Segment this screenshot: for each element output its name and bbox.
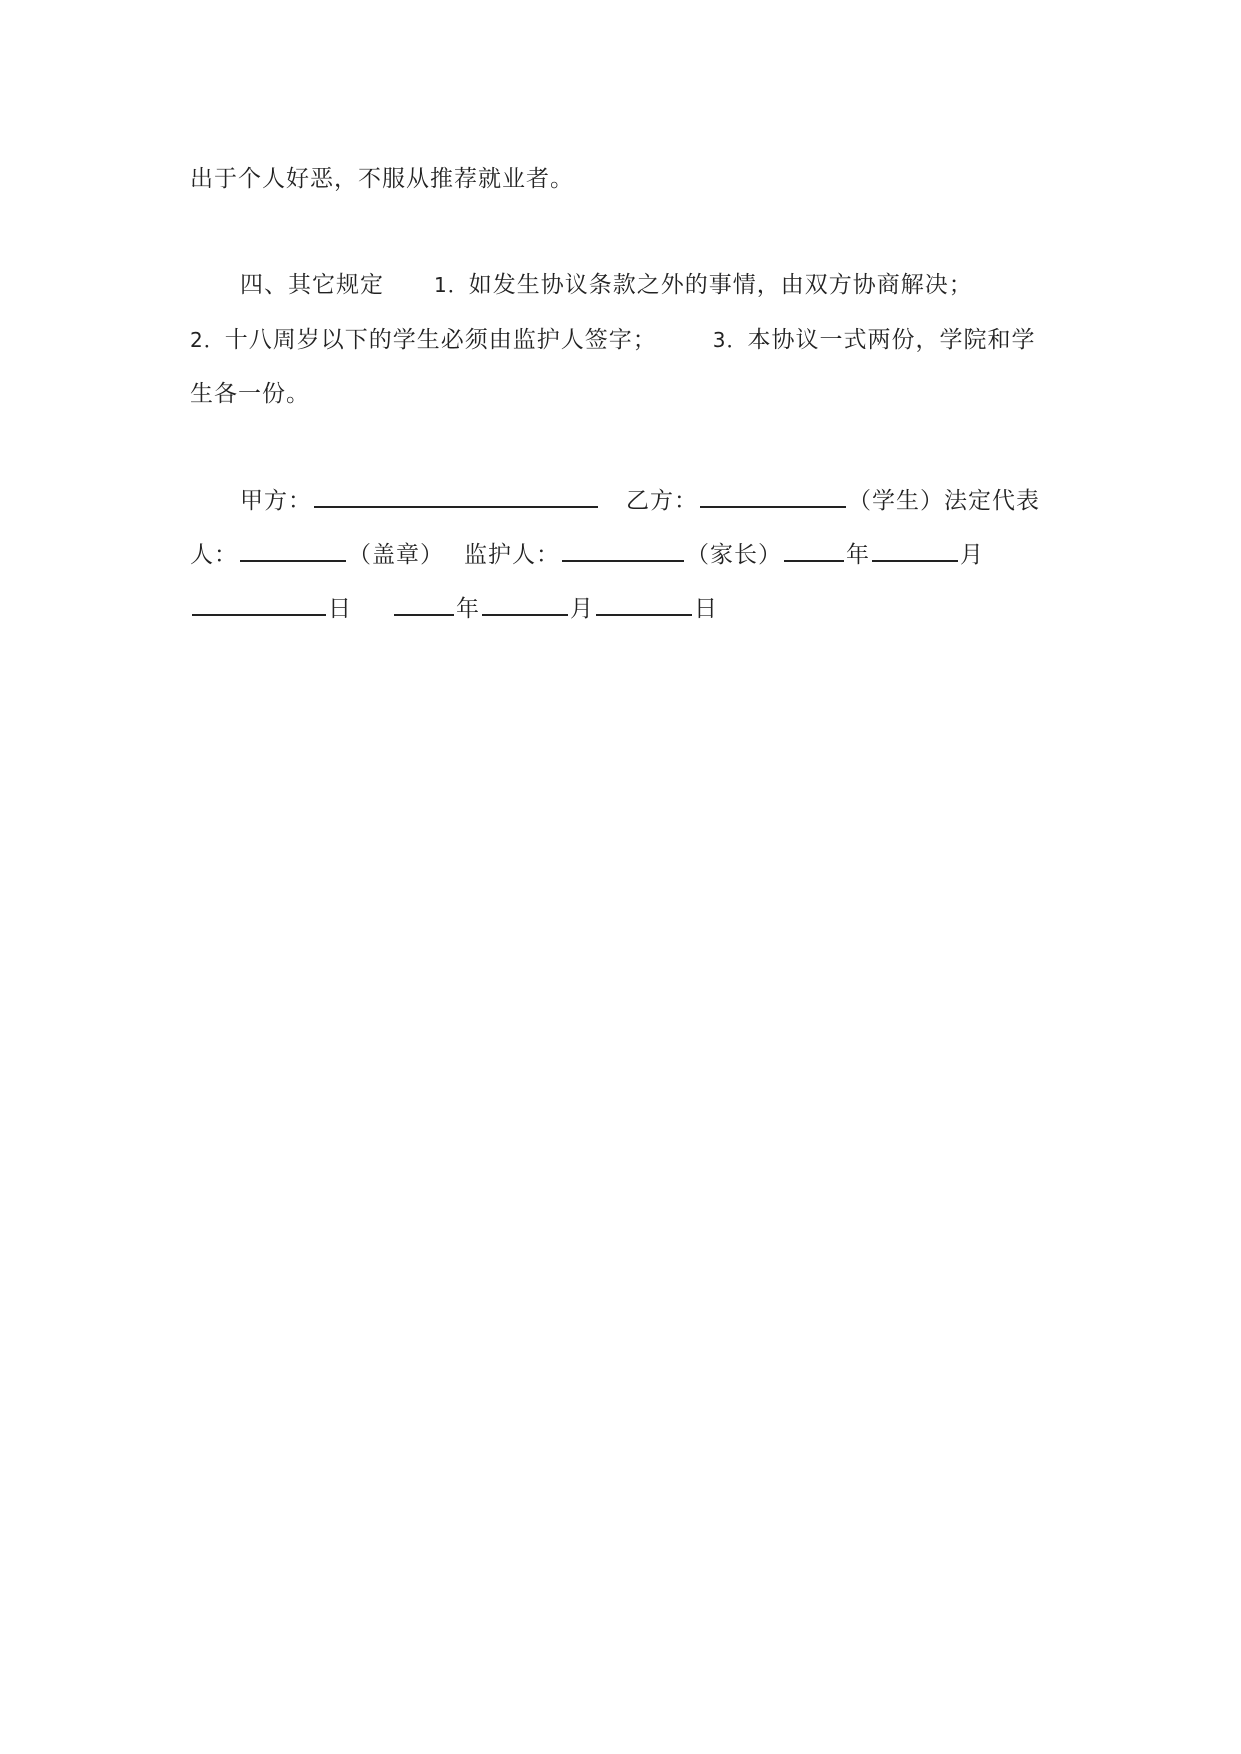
paragraph-end: 出于个人好恶，不服从推荐就业者。 — [190, 166, 574, 192]
section-4-line-2 — [190, 323, 1035, 357]
item-3-text-a: 本协议一式两份，学院和学 — [747, 327, 1036, 353]
party-b-label: 乙方： — [626, 488, 698, 514]
item-1-number: 1． — [434, 273, 469, 297]
year-blank-1[interactable] — [784, 536, 844, 562]
section-4-line-1 — [240, 268, 973, 302]
year-blank-2[interactable] — [394, 590, 454, 616]
month-label-2: 月 — [570, 596, 594, 622]
party-a-blank[interactable] — [314, 482, 598, 508]
day-blank-2[interactable] — [596, 590, 692, 616]
section-4-heading: 四、其它规定 — [240, 272, 384, 298]
day-blank-1[interactable] — [192, 590, 326, 616]
item-2-text: 十八周岁以下的学生必须由监护人签字； — [224, 327, 657, 353]
guardian-blank[interactable] — [562, 536, 684, 562]
day-label-1: 日 — [328, 596, 352, 622]
student-label: （学生）法定代表 — [848, 488, 1040, 514]
representative-blank[interactable] — [240, 536, 346, 562]
item-3-number: 3． — [712, 328, 748, 352]
signature-line-2 — [190, 536, 984, 572]
item-2-number: 2． — [190, 328, 225, 352]
year-label-1: 年 — [846, 542, 870, 568]
year-label-2: 年 — [456, 596, 480, 622]
party-a-label: 甲方： — [240, 488, 312, 514]
section-4-line-3 — [190, 377, 310, 411]
signature-line-1 — [240, 482, 1040, 518]
day-label-2: 日 — [694, 596, 718, 622]
representative-label: 人： — [190, 542, 238, 568]
month-blank-1[interactable] — [872, 536, 958, 562]
parent-label: （家长） — [686, 542, 782, 568]
month-blank-2[interactable] — [482, 590, 568, 616]
guardian-label: 监护人： — [464, 542, 560, 568]
item-3-text-b: 生各一份。 — [190, 381, 310, 407]
signature-line-3 — [190, 590, 718, 626]
seal-label: （盖章） — [348, 542, 444, 568]
party-b-blank[interactable] — [700, 482, 846, 508]
month-label-1: 月 — [960, 542, 984, 568]
item-1-text: 如发生协议条款之外的事情，由双方协商解决； — [468, 272, 973, 298]
